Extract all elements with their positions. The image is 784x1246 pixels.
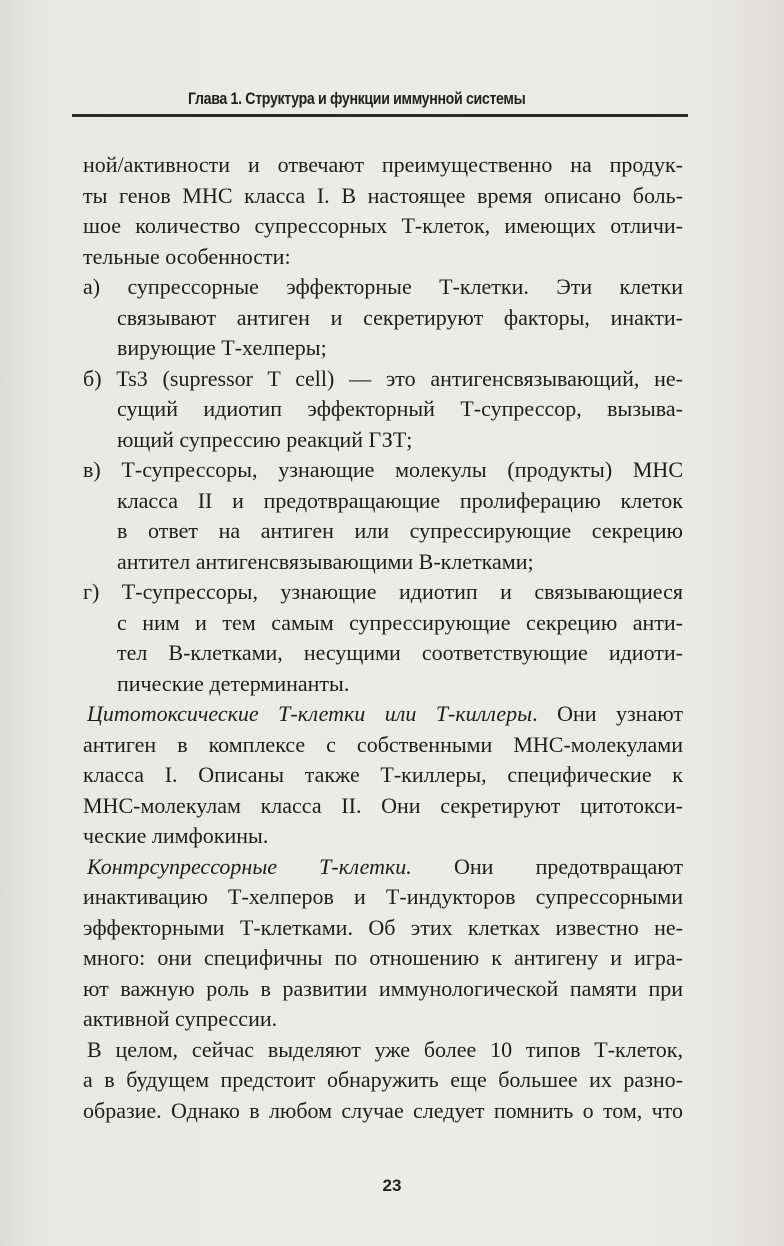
text-line: пические детерминанты.: [117, 670, 350, 696]
running-header: [72, 88, 688, 118]
paragraph-contrsuppressor: [83, 852, 683, 883]
text-line: ты генов МНС класса I. В настоящее время описано боль-: [83, 182, 683, 208]
text-line: тельные особенности:: [83, 243, 291, 269]
text-line: тел В-клетками, несущими соответствующие идиоти-: [117, 640, 683, 665]
text-line: связывают антиген и секретируют факторы, инакти-: [117, 304, 683, 330]
term-contrsuppressor: Контрсупрессорные Т-клетки.: [87, 853, 412, 879]
header-rule: [72, 114, 688, 117]
text-line: МНС-молекулам класса II. Они секретируют цитотокси-: [83, 792, 683, 818]
text-line: ческие лимфокины.: [83, 823, 269, 848]
text-line: ной/активности и отвечают преимущественно на продук-: [83, 152, 683, 177]
text-line: шое количество супрессорных Т-клеток, имеющих отличи-: [83, 213, 683, 238]
text-line: инактивацию Т-хелперов и Т-индукторов супрессорными: [83, 884, 683, 909]
text-line: антител антигенсвязывающими В-клетками;: [117, 548, 534, 574]
text-line: вирующие Т-хелперы;: [117, 335, 327, 360]
text-line: с ним и тем самым супрессирующие секрецию анти-: [117, 609, 683, 635]
list-item-g: г) Т-супрессоры, узнающие идиотип и связывающиеся: [83, 579, 683, 604]
page-number: 23: [382, 1176, 402, 1195]
text-line: образие. Однако в любом случае следует помнить о том, что: [83, 1097, 683, 1123]
text-run: Они предотвращают: [411, 853, 683, 879]
list-item-v: в) Т-супрессоры, узнающие молекулы (продукты) МНС: [83, 457, 683, 482]
text-line: антиген в комплексе с собственными МНС-молекулами: [83, 731, 683, 757]
list-item-a: а) супрессорные эффекторные Т-клетки. Эти клетки: [83, 274, 683, 299]
body-text: [83, 150, 683, 1126]
text-line: эффекторными Т-клетками. Об этих клетках известно не-: [83, 914, 683, 940]
text-line: много: они специфичны по отношению к антигену и игра-: [83, 945, 683, 970]
term-cytotoxic: Цитотоксические Т-клетки или Т-киллеры: [87, 701, 533, 726]
text-line: а в будущем предстоит обнаружить еще большее их разно-: [83, 1067, 683, 1092]
paragraph-cytotoxic: [83, 699, 683, 730]
text-line: активной супрессии.: [83, 1006, 278, 1031]
text-run: . Они узнают: [532, 701, 683, 726]
text-line: ющий супрессию реакций ГЗТ;: [117, 426, 413, 452]
text-line: класса I. Описаны также Т-киллеры, специфические к: [83, 762, 683, 787]
list-item-b: б) Ts3 (supressor T cell) — это антигенсвязывающий, не-: [83, 365, 683, 391]
chapter-title: Глава 1. Структура и функции иммунной системы: [188, 90, 526, 108]
paragraph-summary: В целом, сейчас выделяют уже более 10 типов Т-клеток,: [87, 1036, 683, 1062]
text-line: класса II и предотвращающие пролиферацию клеток: [117, 487, 683, 513]
text-line: в ответ на антиген или супрессирующие секрецию: [117, 518, 683, 543]
text-line: сущий идиотип эффекторный Т-супрессор, вызыва-: [117, 396, 683, 421]
text-line: ют важную роль в развитии иммунологической памяти при: [83, 975, 683, 1001]
